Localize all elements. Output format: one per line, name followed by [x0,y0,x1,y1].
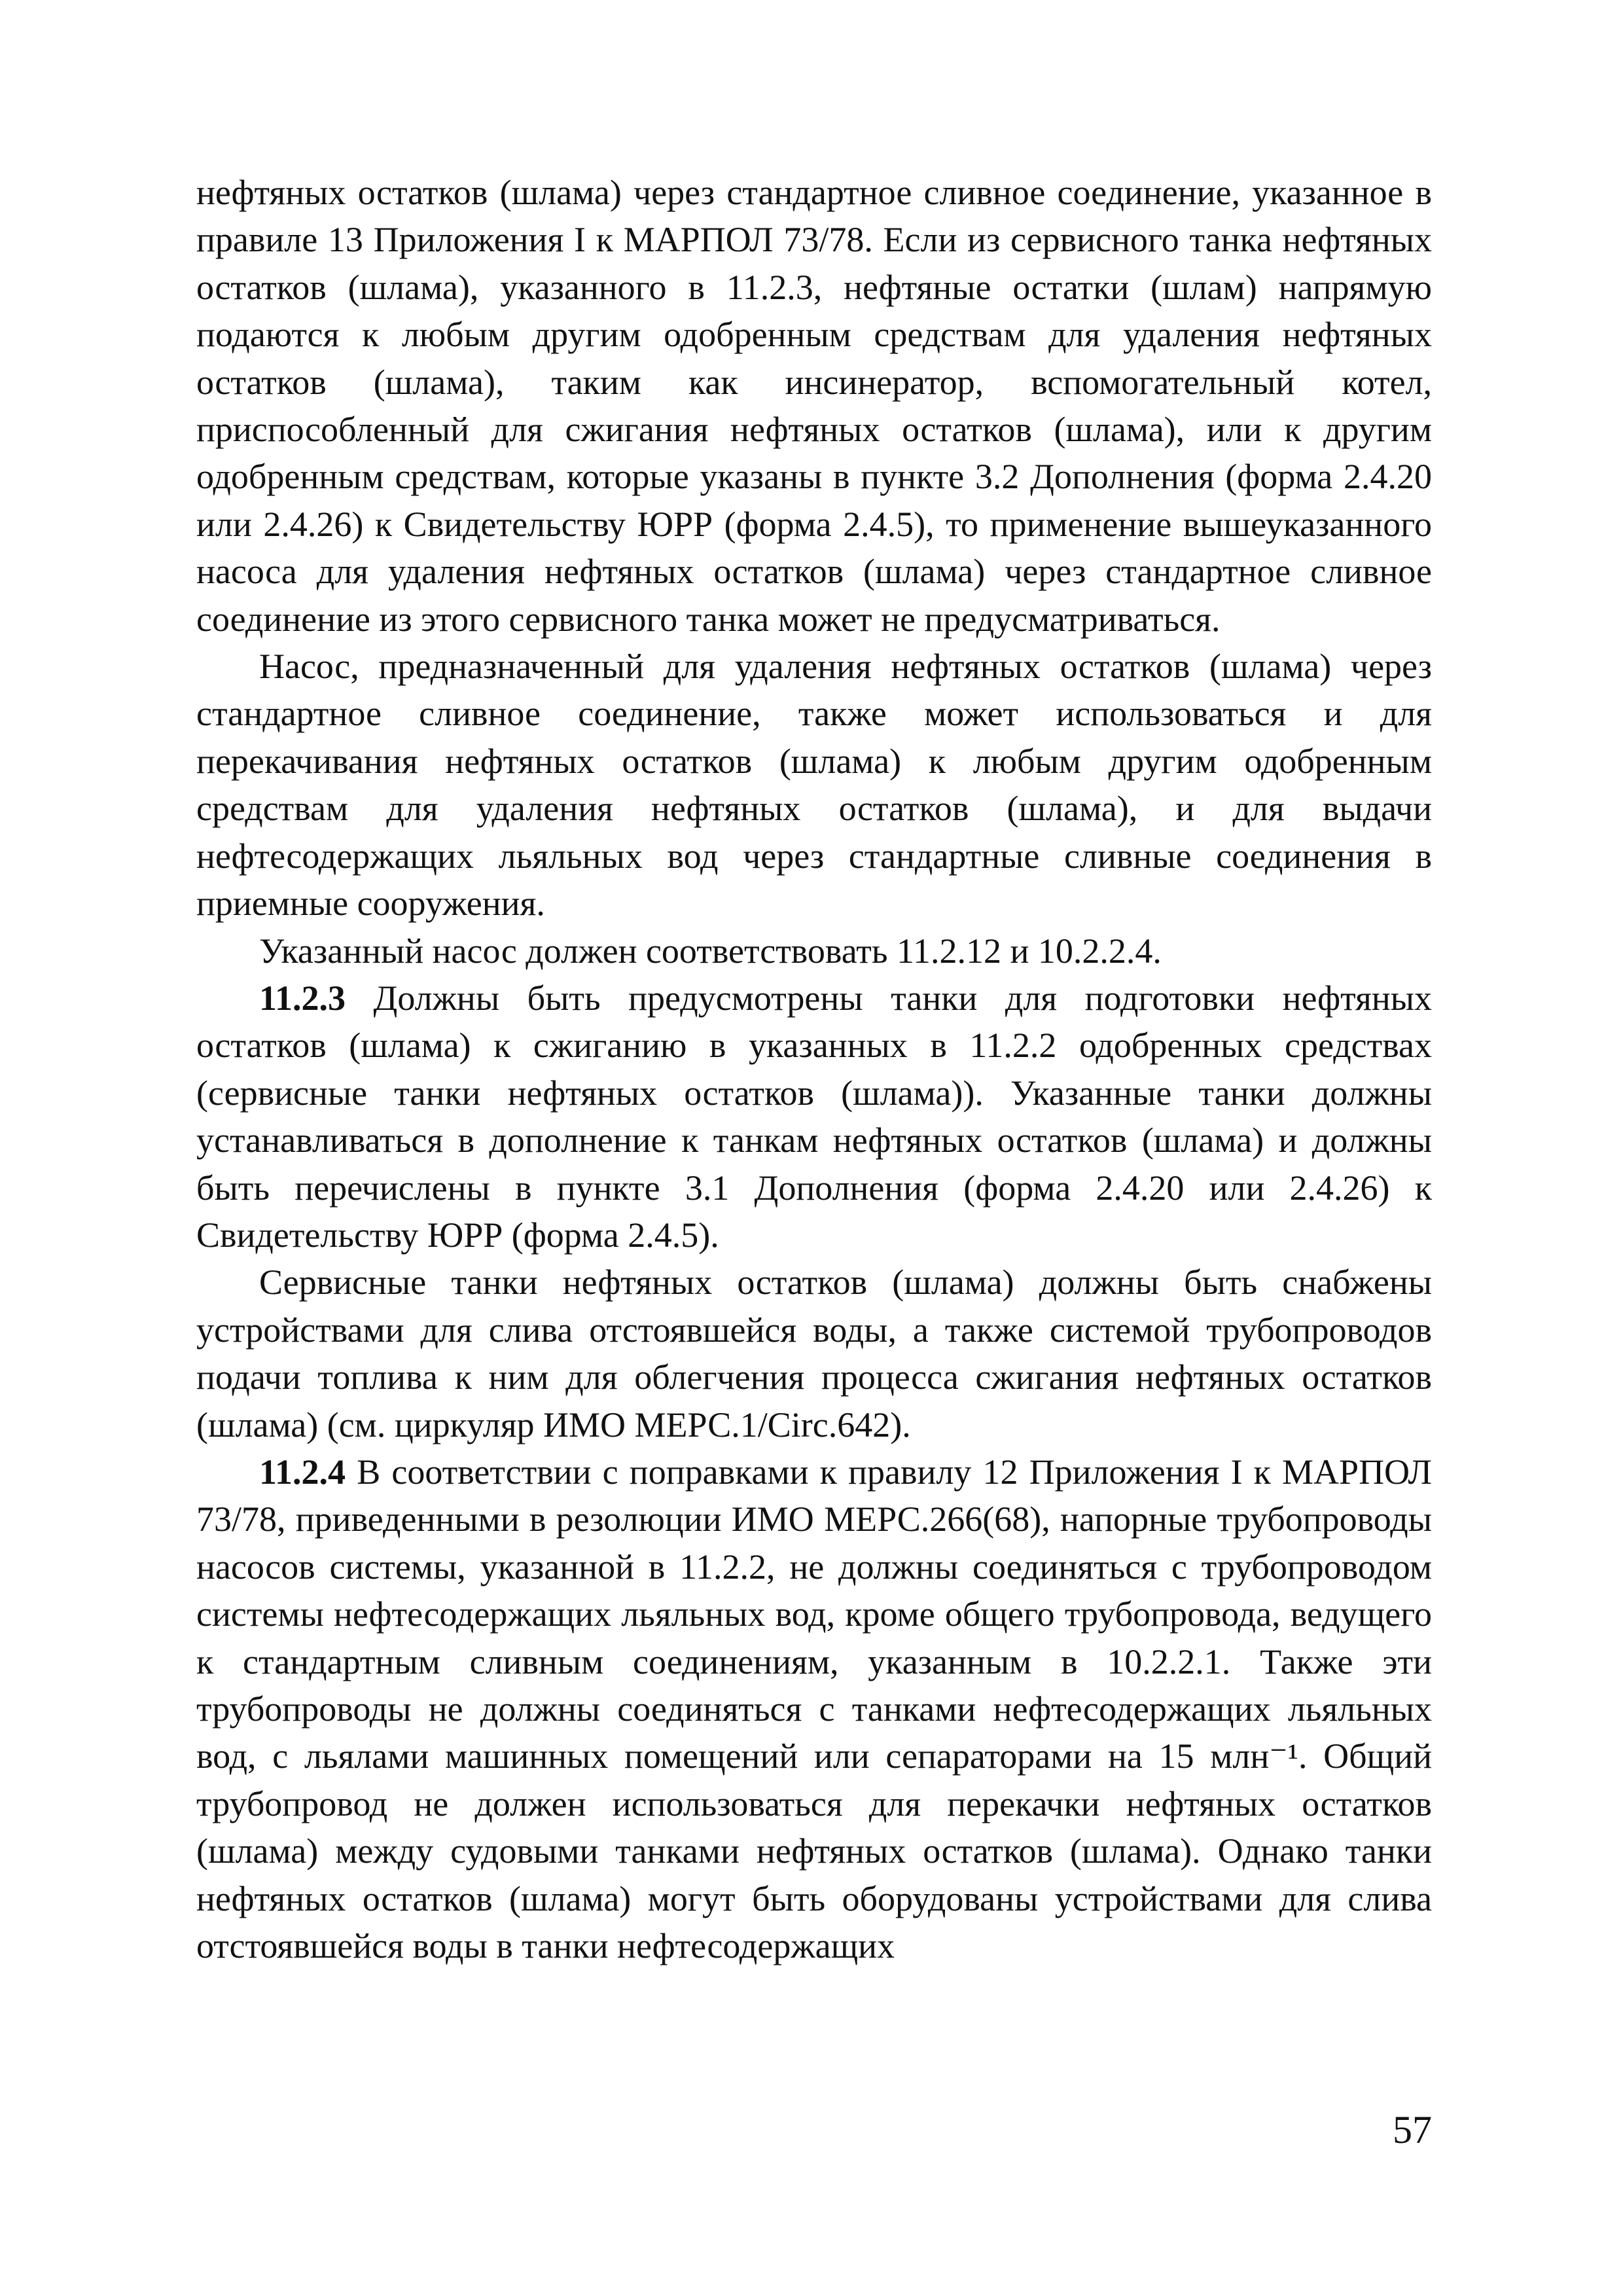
paragraph-pump-usage [196,643,1432,927]
clause-number: 11.2.3 [259,978,346,1018]
paragraph-text: В соответствии с поправками к правилу 12 Приложения I к МАРПОЛ 73/78, приведенными в резолюции ИМО МЕРС.266(68), напорные трубопроводы насосов системы, указанной в 11.2.2, не должны соединяться с трубопроводом системы нефтесодержащих льяльных вод, кроме общего трубопровода, ведущего к стандартным сливным соединениям, указанным в 10.2.2.1. Также эти трубопроводы не должны соединяться с танками нефтесодержащих льяльных вод, с льялами машинных помещений или сепараторами на 15 млн⁻¹. Общий трубопровод не должен использоваться для перекачки нефтяных остатков (шлама) между судовыми танками нефтяных остатков (шлама). Однако танки нефтяных остатков (шлама) могут быть оборудованы устройствами для слива отстоявшейся воды в танки нефтесодержащих [196,1452,1432,1966]
paragraph-text: Насос, предназначенный для удаления нефтяных остатков (шлама) через стандартное сливное соединение, также может использоваться и для перекачивания нефтяных остатков (шлама) к любым другим одобренным средствам для удаления нефтяных остатков (шлама), и для выдачи нефтесодержащих льяльных вод через стандартные сливные соединения в приемные сооружения. [196,647,1432,924]
paragraph-text: Сервисные танки нефтяных остатков (шлама) должны быть снабжены устройствами для слива отстоявшейся воды, а также системой трубопроводов подачи топлива к ним для облегчения процесса сжигания нефтяных остатков (шлама) (см. циркуляр ИМО МЕРС.1/Circ.642). [196,1263,1432,1444]
paragraph-11-2-3 [196,975,1432,1259]
clause-number: 11.2.4 [259,1452,346,1492]
paragraph-text: Указанный насос должен соответствовать 11.2.12 и 10.2.2.4. [259,931,1162,971]
paragraph-text: нефтяных остатков (шлама) через стандартное сливное соединение, указанное в правиле 13 Приложения I к МАРПОЛ 73/78. Если из сервисного танка нефтяных остатков (шлама), указанного в 11.2.3, нефтяные остатки (шлам) напрямую подаются к любым другим одобренным средствам для удаления нефтяных остатков (шлама), таким как инсинератор, вспомогательный котел, приспособленный для сжигания нефтяных остатков (шлама), или к другим одобренным средствам, которые указаны в пункте 3.2 Дополнения (форма 2.4.20 или 2.4.26) к Свидетельству ЮРР (форма 2.4.5), то применение вышеуказанного насоса для удаления нефтяных остатков (шлама) через стандартное сливное соединение из этого сервисного танка может не предусматриваться. [196,173,1432,639]
paragraph-service-tanks [196,1259,1432,1448]
page-number: 57 [1393,2108,1432,2151]
paragraph-pump-requirement [196,927,1432,975]
paragraph-text: Должны быть предусмотрены танки для подготовки нефтяных остатков (шлама) к сжиганию в указанных в 11.2.2 одобренных средствах (сервисные танки нефтяных остатков (шлама)). Указанные танки должны устанавливаться в дополнение к танкам нефтяных остатков (шлама) и должны быть перечислены в пункте 3.1 Дополнения (форма 2.4.20 или 2.4.26) к Свидетельству ЮРР (форма 2.4.5). [196,978,1432,1255]
paragraph-11-2-4 [196,1448,1432,1969]
document-page [196,169,1432,1969]
paragraph-continuation [196,169,1432,643]
